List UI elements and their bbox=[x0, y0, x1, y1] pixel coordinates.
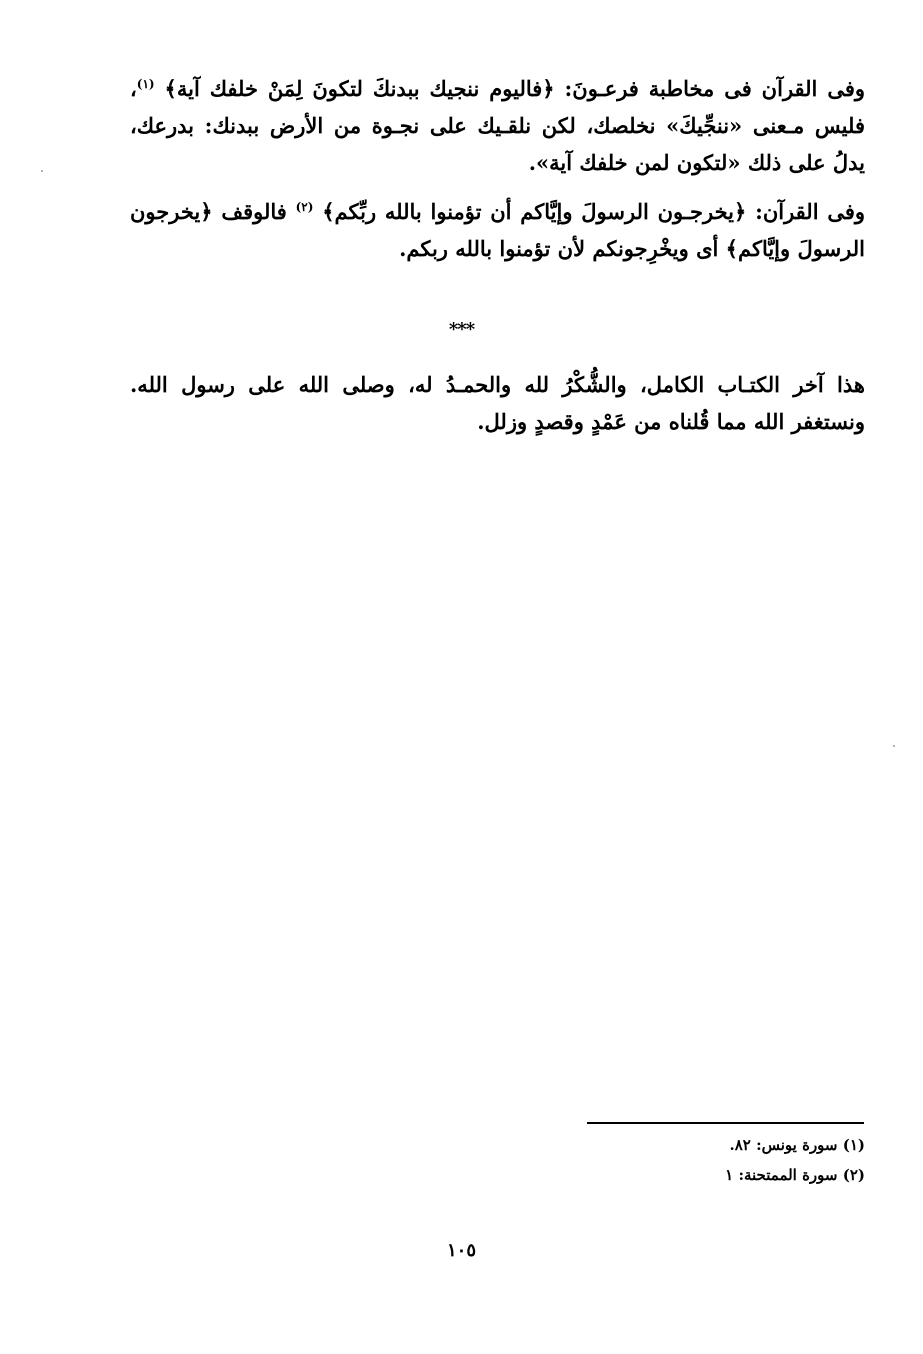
scan-speck bbox=[41, 170, 43, 172]
page-number: ١٠٥ bbox=[446, 1240, 476, 1261]
footnote-1: (١) سورة يونس: ٨٢. bbox=[729, 1136, 865, 1154]
paragraph-pharaoh-text-b: ، فليس مـعنى «ننجِّيكَ» نخلصك، لكن نلقـيك على نجـوة من الأرض ببدنك: بدرعك، يدلُ على ذلك «لتكون لمن خلفك آية». bbox=[130, 76, 865, 175]
paragraph-messenger-text-a: وفى القرآن: ﴿يخرجـون الرسولَ وإيَّاكم أن تؤمنوا بالله ربِّكم﴾ bbox=[322, 199, 866, 224]
footnote-ref-2: (٢) bbox=[295, 200, 314, 214]
paragraph-messenger bbox=[130, 193, 865, 267]
closing-paragraph: هذا آخر الكتـاب الكامل، والشُّكْرُ لله والحمـدُ له، وصلى الله على رسول الله. ونستغفر الله مما قُلناه من عَمْدٍ وقصدٍ وزلل. bbox=[130, 372, 865, 434]
main-text-closing bbox=[130, 366, 865, 440]
paragraph-pharaoh bbox=[130, 70, 865, 181]
footnote-ref-1: (١) bbox=[136, 77, 155, 91]
footnote-divider bbox=[587, 1122, 864, 1124]
main-text-upper bbox=[130, 70, 865, 267]
scan-speck bbox=[893, 745, 895, 747]
footnotes bbox=[465, 1130, 865, 1190]
paragraph-pharaoh-text-a: وفى القرآن فى مخاطبة فرعـونَ: ﴿فاليوم ننجيك ببدنكَ لتكونَ لِمَنْ خلفك آية﴾ bbox=[164, 76, 865, 101]
section-separator: *** bbox=[448, 319, 475, 340]
footnote-2: (٢) سورة الممتحنة: ١ bbox=[725, 1166, 865, 1184]
paragraph-messenger-text-b: فالوقف ﴿يخرجون الرسولَ وإيَّاكم﴾ أى ويخْرِجونكم لأن تؤمنوا بالله ربكم. bbox=[130, 199, 865, 261]
